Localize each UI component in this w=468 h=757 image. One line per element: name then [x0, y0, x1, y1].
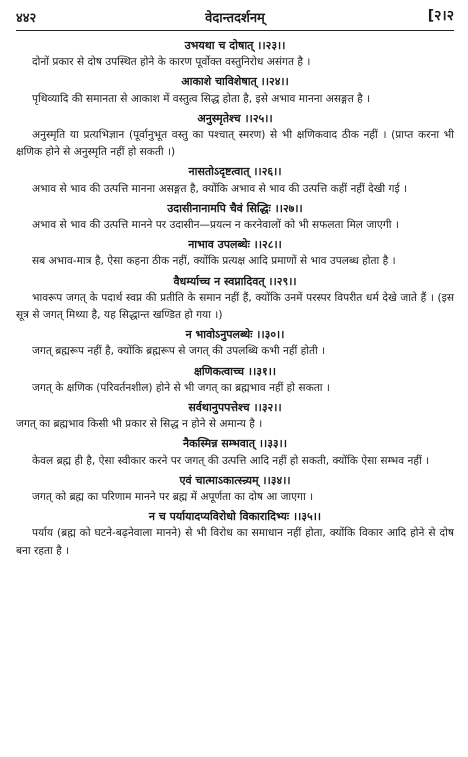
commentary-paragraph: सब अभाव-मात्र है, ऐसा कहना ठीक नहीं, क्योंकि प्रत्यक्ष आदि प्रमाणों से भाव उपलब्ध होता है ।: [32, 255, 396, 268]
commentary-paragraph: जगत् ब्रह्मरूप नहीं है, क्योंकि ब्रह्मरूप से जगत् की उपलब्धि कभी नहीं होती ।: [32, 345, 326, 358]
sutra-heading: उभयथा च दोषात् ।।२३।।: [184, 39, 286, 52]
sutra-heading: न च पर्यायादप्यविरोधो विकारादिभ्यः ।।३५।।: [148, 510, 322, 524]
page-number-right: [२।२: [427, 8, 454, 24]
commentary-paragraph: जगत् के क्षणिक (परिवर्तनशील) होने से भी जगत् का ब्रह्मभाव नहीं हो सकता ।: [32, 381, 330, 394]
header-rule: [16, 30, 454, 31]
commentary-paragraph: अनुस्मृति या प्रत्यभिज्ञान (पूर्वानुभूत वस्तु का पश्चात् स्मरण) से भी क्षणिकवाद ठीक नहीं । (प्राप्त करना भी क्षणिक होने से अनुस्मृति नहीं हो सकती ।): [16, 129, 454, 159]
commentary-paragraph: अभाव से भाव की उत्पत्ति मानना असङ्गत है, क्योंकि अभाव से भाव की उत्पत्ति कहीं नहीं देखी गई ।: [32, 182, 408, 195]
page-header: [16, 6, 454, 26]
sutra-heading: उदासीनानामपि चैवं सिद्धिः ।।२७।।: [167, 201, 303, 215]
running-title: वेदान्तदर्शनम्: [205, 11, 265, 26]
sutra-heading: अनुस्मृतेश्च ।।२५।।: [197, 111, 273, 125]
sutra-heading: नाभाव उपलब्धेः ।।२८।।: [188, 238, 282, 252]
sutra-heading: वैधर्म्याच्च न स्वप्नादिवत् ।।२९।।: [173, 274, 297, 288]
commentary-paragraph: जगत् को ब्रह्म का परिणाम मानने पर ब्रह्म में अपूर्णता का दोष आ जाएगा ।: [32, 491, 314, 504]
commentary-paragraph: पर्याय (ब्रह्म को घटने-बढ़नेवाला मानने) से भी विरोध का समाधान नहीं होता, क्योंकि विकार आदि होने से दोष बना रहता है ।: [16, 527, 454, 557]
commentary-paragraph: भावरूप जगत् के पदार्थ स्वप्न की प्रतीति के समान नहीं हैं, क्योंकि उनमें परस्पर विपरीत धर्म देखे जाते हैं । (इस सूत्र से जगत् मिथ्या है, यह सिद्धान्त खण्डित हो गया ।): [16, 291, 454, 322]
commentary-paragraph: पृथिव्यादि की समानता से आकाश में वस्तुत्व सिद्ध होता है, इसे अभाव मानना असङ्गत है ।: [32, 92, 371, 105]
commentary-paragraph: केवल ब्रह्म ही है, ऐसा स्वीकार करने पर जगत् की उत्पत्ति आदि नहीं हो सकती, क्योंकि ऐसा सम्भव नहीं ।: [32, 454, 430, 467]
commentary-paragraph: अभाव से भाव की उत्पत्ति मानने पर उदासीन—प्रयत्न न करनेवालों को भी सफलता मिल जाएगी ।: [32, 219, 399, 232]
sutra-heading: न भावोऽनुपलब्धेः ।।३०।।: [185, 328, 285, 342]
sutra-heading: आकाशे चाविशेषात् ।।२४।।: [181, 75, 289, 89]
sutra-heading: नासतोऽदृष्टत्वात् ।।२६।।: [188, 165, 282, 179]
sutra-heading: क्षणिकत्वाच्च ।।३१।।: [193, 364, 277, 378]
commentary-paragraph: जगत् का ब्रह्मभाव किसी भी प्रकार से सिद्ध न होने से अमान्य है ।: [16, 418, 263, 431]
sutra-heading: नैकस्मिन्न सम्भवात् ।।३३।।: [182, 437, 287, 451]
sutra-heading: एवं चात्माऽकात्स्न्र्यम् ।।३४।।: [179, 473, 291, 487]
commentary-paragraph: दोनों प्रकार से दोष उपस्थित होने के कारण पूर्वोक्त वस्तुनिरोध असंगत है ।: [32, 56, 311, 69]
page-body: [16, 37, 454, 560]
page-number-left: ४४२: [16, 11, 37, 26]
sutra-heading: सर्वथानुपपत्तेश्च ।।३२।।: [188, 401, 282, 415]
